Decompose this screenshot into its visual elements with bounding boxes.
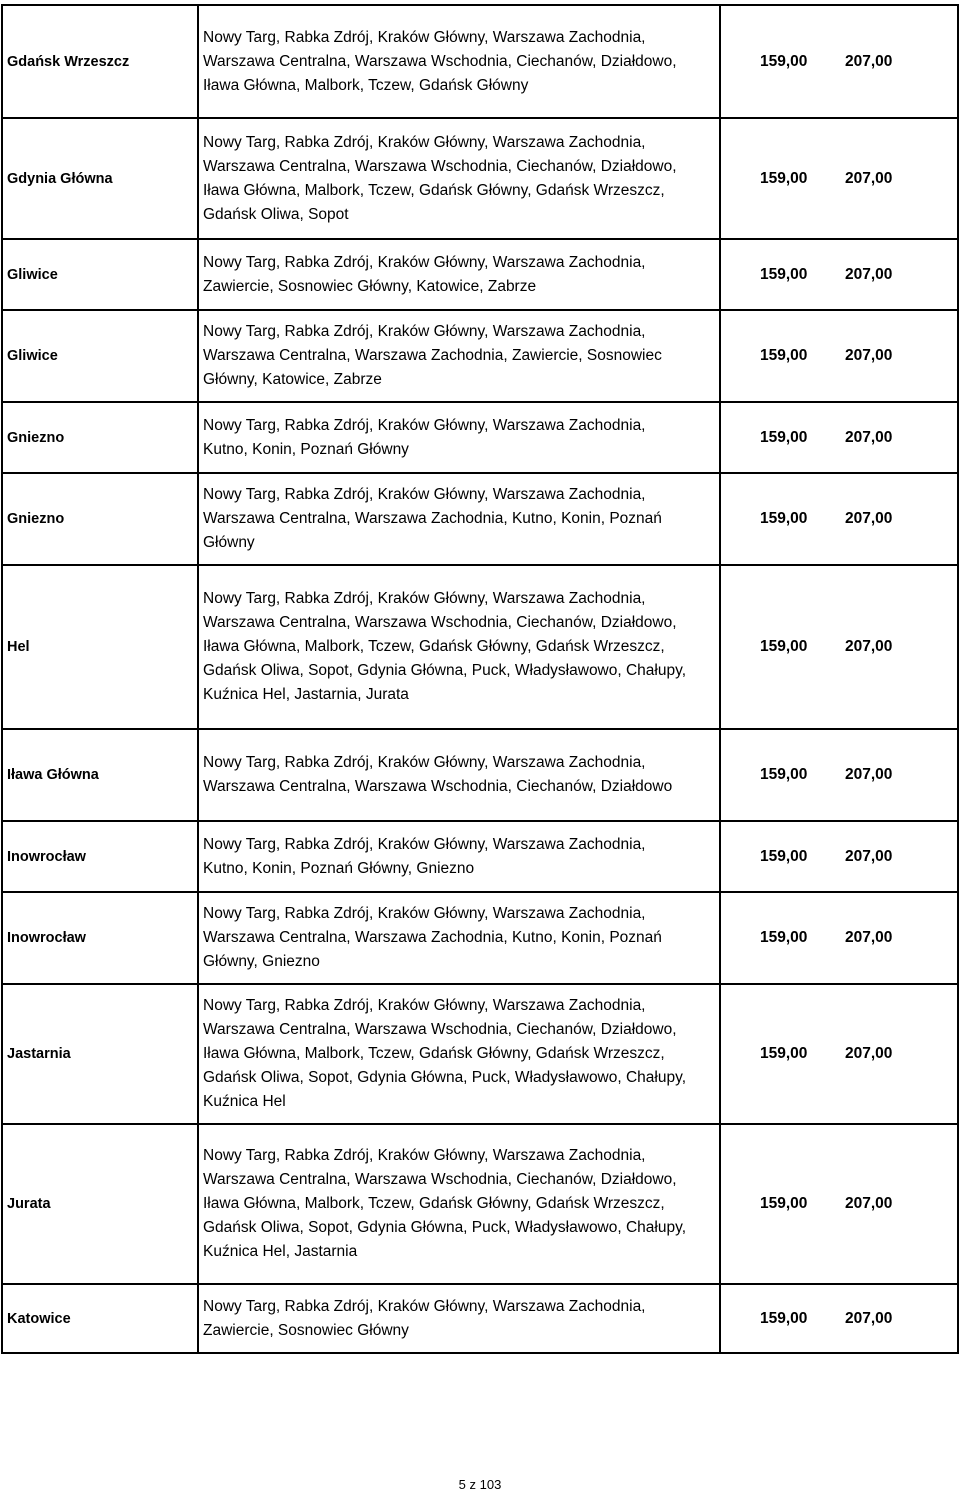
route-line: Nowy Targ, Rabka Zdrój, Kraków Główny, Warszawa Zachodnia, <box>203 754 646 771</box>
price-cell <box>720 1124 958 1284</box>
price-one: 159,00 <box>760 929 808 946</box>
price-cell <box>720 239 958 310</box>
price-two: 207,00 <box>845 929 893 946</box>
route-line: Gdańsk Oliwa, Sopot, Gdynia Główna, Puck, Władysławowo, Chałupy, <box>203 1069 687 1086</box>
route-line: Warszawa Centralna, Warszawa Zachodnia, Kutno, Konin, Poznań <box>203 510 662 527</box>
price-one: 159,00 <box>760 847 808 865</box>
price-two: 207,00 <box>845 510 893 527</box>
price-one: 159,00 <box>760 1195 808 1212</box>
price-two: 207,00 <box>845 169 893 187</box>
price-one: 159,00 <box>760 1045 808 1062</box>
route-cell <box>198 729 720 821</box>
route-line: Kutno, Konin, Poznań Główny <box>203 440 409 458</box>
price-cell <box>720 892 958 984</box>
destination-cell: Inowrocław <box>2 892 198 984</box>
route-line: Warszawa Centralna, Warszawa Wschodnia, Ciechanów, Działdowo, <box>203 52 677 70</box>
route-cell <box>198 118 720 239</box>
route-line: Gdańsk Oliwa, Sopot <box>203 205 349 223</box>
route-line: Główny, Katowice, Zabrze <box>203 371 382 388</box>
routes-table <box>1 4 959 1354</box>
table-row <box>2 5 958 118</box>
page-number: 5 z 103 <box>458 1477 502 1492</box>
table-row <box>2 239 958 310</box>
destination-cell: Gniezno <box>2 473 198 565</box>
route-cell <box>198 402 720 473</box>
route-line: Warszawa Centralna, Warszawa Wschodnia, Ciechanów, Działdowo <box>203 778 673 795</box>
route-line: Iława Główna, Malbork, Tczew, Gdańsk Główny <box>203 76 529 94</box>
destination-cell: Inowrocław <box>2 821 198 892</box>
route-cell <box>198 821 720 892</box>
destination-cell: Hel <box>2 565 198 729</box>
route-line: Nowy Targ, Rabka Zdrój, Kraków Główny, Warszawa Zachodnia, <box>203 835 646 853</box>
destination-cell: Jastarnia <box>2 984 198 1124</box>
route-line: Nowy Targ, Rabka Zdrój, Kraków Główny, Warszawa Zachodnia, <box>203 416 646 434</box>
price-two: 207,00 <box>845 265 893 283</box>
price-two: 207,00 <box>845 766 893 783</box>
route-cell <box>198 239 720 310</box>
route-cell <box>198 892 720 984</box>
route-line: Nowy Targ, Rabka Zdrój, Kraków Główny, Warszawa Zachodnia, <box>203 28 646 46</box>
table-row <box>2 402 958 473</box>
price-one: 159,00 <box>760 52 808 70</box>
route-line: Warszawa Centralna, Warszawa Wschodnia, Ciechanów, Działdowo, <box>203 1021 677 1038</box>
destination-cell: Katowice <box>2 1284 198 1353</box>
price-two: 207,00 <box>845 52 893 70</box>
price-cell <box>720 1284 958 1353</box>
route-cell <box>198 310 720 402</box>
table-row <box>2 1124 958 1284</box>
table-row <box>2 118 958 239</box>
route-line: Główny <box>203 534 255 551</box>
route-line: Warszawa Centralna, Warszawa Wschodnia, Ciechanów, Działdowo, <box>203 614 677 631</box>
route-line: Nowy Targ, Rabka Zdrój, Kraków Główny, Warszawa Zachodnia, <box>203 486 646 503</box>
route-line: Nowy Targ, Rabka Zdrój, Kraków Główny, Warszawa Zachodnia, <box>203 323 646 340</box>
route-line: Główny, Gniezno <box>203 953 320 970</box>
price-cell <box>720 729 958 821</box>
route-line: Kuźnica Hel <box>203 1093 286 1110</box>
route-line: Kuźnica Hel, Jastarnia <box>203 1243 358 1260</box>
route-line: Iława Główna, Malbork, Tczew, Gdańsk Główny, Gdańsk Wrzeszcz, <box>203 1195 665 1212</box>
table-row <box>2 729 958 821</box>
price-one: 159,00 <box>760 1309 808 1327</box>
route-line: Kuźnica Hel, Jastarnia, Jurata <box>203 686 409 703</box>
price-two: 207,00 <box>845 638 893 655</box>
route-cell <box>198 473 720 565</box>
destination-cell: Iława Główna <box>2 729 198 821</box>
route-line: Nowy Targ, Rabka Zdrój, Kraków Główny, Warszawa Zachodnia, <box>203 253 646 271</box>
destination-cell: Gdynia Główna <box>2 118 198 239</box>
table-row <box>2 892 958 984</box>
price-one: 159,00 <box>760 766 808 783</box>
table-row <box>2 984 958 1124</box>
route-cell <box>198 984 720 1124</box>
route-line: Iława Główna, Malbork, Tczew, Gdańsk Główny, Gdańsk Wrzeszcz, <box>203 1045 665 1062</box>
route-line: Gdańsk Oliwa, Sopot, Gdynia Główna, Puck, Władysławowo, Chałupy, <box>203 1219 687 1236</box>
price-one: 159,00 <box>760 265 808 283</box>
price-two: 207,00 <box>845 1309 893 1327</box>
route-line: Nowy Targ, Rabka Zdrój, Kraków Główny, Warszawa Zachodnia, <box>203 1147 646 1164</box>
price-two: 207,00 <box>845 1045 893 1062</box>
table-row <box>2 821 958 892</box>
route-cell <box>198 1124 720 1284</box>
price-one: 159,00 <box>760 169 808 187</box>
price-two: 207,00 <box>845 1195 893 1212</box>
route-line: Nowy Targ, Rabka Zdrój, Kraków Główny, Warszawa Zachodnia, <box>203 905 646 922</box>
route-line: Gdańsk Oliwa, Sopot, Gdynia Główna, Puck, Władysławowo, Chałupy, <box>203 662 687 679</box>
route-cell <box>198 1284 720 1353</box>
route-line: Nowy Targ, Rabka Zdrój, Kraków Główny, Warszawa Zachodnia, <box>203 997 646 1014</box>
route-line: Zawiercie, Sosnowiec Główny, Katowice, Zabrze <box>203 277 537 295</box>
table-row <box>2 473 958 565</box>
destination-cell: Gdańsk Wrzeszcz <box>2 5 198 118</box>
route-line: Warszawa Centralna, Warszawa Zachodnia, Zawiercie, Sosnowiec <box>203 347 662 364</box>
routes-table-body <box>2 5 958 1353</box>
price-cell <box>720 565 958 729</box>
price-cell <box>720 5 958 118</box>
price-one: 159,00 <box>760 428 808 446</box>
price-cell <box>720 118 958 239</box>
route-line: Iława Główna, Malbork, Tczew, Gdańsk Główny, Gdańsk Wrzeszcz, <box>203 181 665 199</box>
route-line: Warszawa Centralna, Warszawa Wschodnia, Ciechanów, Działdowo, <box>203 1171 677 1188</box>
price-two: 207,00 <box>845 428 893 446</box>
route-line: Nowy Targ, Rabka Zdrój, Kraków Główny, Warszawa Zachodnia, <box>203 590 646 607</box>
price-one: 159,00 <box>760 347 808 364</box>
price-two: 207,00 <box>845 347 893 364</box>
price-cell <box>720 310 958 402</box>
price-two: 207,00 <box>845 847 893 865</box>
route-cell <box>198 5 720 118</box>
route-line: Warszawa Centralna, Warszawa Zachodnia, Kutno, Konin, Poznań <box>203 929 662 946</box>
table-row <box>2 565 958 729</box>
route-line: Zawiercie, Sosnowiec Główny <box>203 1321 409 1339</box>
price-one: 159,00 <box>760 510 808 527</box>
price-cell <box>720 402 958 473</box>
route-line: Kutno, Konin, Poznań Główny, Gniezno <box>203 859 475 877</box>
route-cell <box>198 565 720 729</box>
price-cell <box>720 984 958 1124</box>
route-line: Nowy Targ, Rabka Zdrój, Kraków Główny, Warszawa Zachodnia, <box>203 133 646 151</box>
destination-cell: Jurata <box>2 1124 198 1284</box>
price-one: 159,00 <box>760 638 808 655</box>
route-line: Warszawa Centralna, Warszawa Wschodnia, Ciechanów, Działdowo, <box>203 157 677 175</box>
route-line: Iława Główna, Malbork, Tczew, Gdańsk Główny, Gdańsk Wrzeszcz, <box>203 638 665 655</box>
table-row <box>2 310 958 402</box>
price-cell <box>720 821 958 892</box>
destination-cell: Gniezno <box>2 402 198 473</box>
destination-cell: Gliwice <box>2 310 198 402</box>
route-line: Nowy Targ, Rabka Zdrój, Kraków Główny, Warszawa Zachodnia, <box>203 1297 646 1315</box>
price-cell <box>720 473 958 565</box>
table-row <box>2 1284 958 1353</box>
destination-cell: Gliwice <box>2 239 198 310</box>
